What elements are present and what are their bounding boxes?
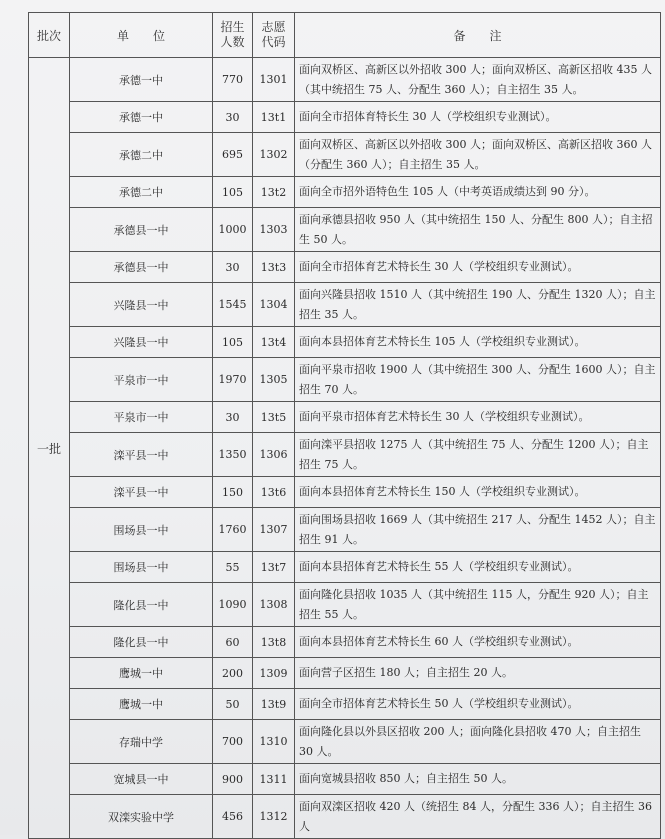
count-cell: 105 [213,177,253,208]
table-header [29,13,661,58]
header-count [213,13,253,58]
table-row [29,627,661,658]
code-cell: 1308 [253,583,295,627]
unit-cell: 宽城县一中 [70,764,213,795]
code-cell: 1309 [253,658,295,689]
unit-cell: 滦平县一中 [70,433,213,477]
admissions-table [28,12,661,839]
unit-cell: 承德县一中 [70,208,213,252]
count-cell: 1760 [213,508,253,552]
table-row [29,327,661,358]
count-cell: 200 [213,658,253,689]
code-cell: 1304 [253,283,295,327]
table-row [29,433,661,477]
note-cell: 面向本县招体育艺术特长生 150 人（学校组织专业测试）。 [295,477,661,508]
note-cell: 面向双桥区、高新区以外招收 300 人；面向双桥区、高新区招收 435 人（其中统招生 75 人、分配生 360 人）；自主招生 35 人。 [295,58,661,102]
unit-cell: 承德二中 [70,177,213,208]
code-cell: 13t3 [253,252,295,283]
code-cell: 13t8 [253,627,295,658]
unit-cell: 隆化县一中 [70,583,213,627]
note-cell: 面向全市招外语特色生 105 人（中考英语成绩达到 90 分）。 [295,177,661,208]
count-cell: 1000 [213,208,253,252]
code-cell: 1310 [253,720,295,764]
table-row [29,658,661,689]
table-row [29,283,661,327]
table-row [29,477,661,508]
code-cell: 1302 [253,133,295,177]
note-cell: 面向兴隆县招收 1510 人（其中统招生 190 人、分配生 1320 人）；自主招生 35 人。 [295,283,661,327]
note-cell: 面向营子区招生 180 人；自主招生 20 人。 [295,658,661,689]
count-cell: 770 [213,58,253,102]
unit-cell: 隆化县一中 [70,627,213,658]
count-cell: 30 [213,102,253,133]
count-cell: 1090 [213,583,253,627]
count-cell: 60 [213,627,253,658]
code-cell: 13t4 [253,327,295,358]
code-cell: 1301 [253,58,295,102]
note-cell: 面向平泉市招收 1900 人（其中统招生 300 人、分配生 1600 人）；自主招生 70 人。 [295,358,661,402]
header-code-line1: 志愿 [261,20,286,34]
code-cell: 1305 [253,358,295,402]
code-cell: 1311 [253,764,295,795]
unit-cell: 双滦实验中学 [70,795,213,839]
note-cell: 面向宽城县招收 850 人；自主招生 50 人。 [295,764,661,795]
note-cell: 面向全市招体育特长生 30 人（学校组织专业测试）。 [295,102,661,133]
header-note: 备 注 [295,13,661,58]
unit-cell: 承德县一中 [70,252,213,283]
count-cell: 105 [213,327,253,358]
table-row [29,583,661,627]
table-row [29,720,661,764]
table-row [29,252,661,283]
count-cell: 1545 [213,283,253,327]
count-cell: 50 [213,689,253,720]
code-cell: 13t7 [253,552,295,583]
header-code [253,13,295,58]
note-cell: 面向隆化县以外县区招收 200 人；面向隆化县招收 470 人；自主招生 30 人。 [295,720,661,764]
table-row [29,358,661,402]
code-cell: 1306 [253,433,295,477]
unit-cell: 滦平县一中 [70,477,213,508]
count-cell: 1350 [213,433,253,477]
note-cell: 面向滦平县招收 1275 人（其中统招生 75 人、分配生 1200 人）；自主招生 75 人。 [295,433,661,477]
note-cell: 面向隆化县招收 1035 人（其中统招生 115 人，分配生 920 人）；自主招生 55 人。 [295,583,661,627]
note-cell: 面向双滦区招收 420 人（统招生 84 人，分配生 336 人）；自主招生 36 人 [295,795,661,839]
table-row [29,689,661,720]
unit-cell: 存瑞中学 [70,720,213,764]
code-cell: 1307 [253,508,295,552]
header-code-line2: 代码 [261,35,286,49]
table-row [29,133,661,177]
count-cell: 695 [213,133,253,177]
note-cell: 面向本县招体育艺术特长生 60 人（学校组织专业测试）。 [295,627,661,658]
count-cell: 30 [213,402,253,433]
unit-cell: 围场县一中 [70,508,213,552]
note-cell: 面向平泉市招体育艺术特长生 30 人（学校组织专业测试）。 [295,402,661,433]
unit-cell: 兴隆县一中 [70,283,213,327]
table-row [29,795,661,839]
code-cell: 13t5 [253,402,295,433]
header-row [29,13,661,58]
table-row [29,102,661,133]
table-row [29,764,661,795]
table-row [29,402,661,433]
count-cell: 55 [213,552,253,583]
note-cell: 面向全市招体育艺术特长生 50 人（学校组织专业测试）。 [295,689,661,720]
code-cell: 13t6 [253,477,295,508]
code-cell: 13t9 [253,689,295,720]
table-row [29,208,661,252]
note-cell: 面向本县招体育艺术特长生 55 人（学校组织专业测试）。 [295,552,661,583]
unit-cell: 围场县一中 [70,552,213,583]
header-count-line1: 招生 [220,20,245,34]
note-cell: 面向全市招体育艺术特长生 30 人（学校组织专业测试）。 [295,252,661,283]
note-cell: 面向本县招体育艺术特长生 105 人（学校组织专业测试）。 [295,327,661,358]
note-cell: 面向承德县招收 950 人（其中统招生 150 人、分配生 800 人）；自主招生 50 人。 [295,208,661,252]
unit-cell: 平泉市一中 [70,358,213,402]
count-cell: 900 [213,764,253,795]
count-cell: 700 [213,720,253,764]
count-cell: 456 [213,795,253,839]
unit-cell: 承德一中 [70,102,213,133]
header-unit: 单 位 [70,13,213,58]
table-row [29,508,661,552]
unit-cell: 承德二中 [70,133,213,177]
count-cell: 1970 [213,358,253,402]
count-cell: 150 [213,477,253,508]
unit-cell: 平泉市一中 [70,402,213,433]
unit-cell: 鹰城一中 [70,689,213,720]
code-cell: 13t1 [253,102,295,133]
note-cell: 面向围场县招收 1669 人（其中统招生 217 人、分配生 1452 人）；自主招生 91 人。 [295,508,661,552]
unit-cell: 兴隆县一中 [70,327,213,358]
note-cell: 面向双桥区、高新区以外招收 300 人；面向双桥区、高新区招收 360 人（分配生 360 人）；自主招生 35 人。 [295,133,661,177]
batch-cell: 一批 [29,58,70,839]
code-cell: 1312 [253,795,295,839]
header-count-line2: 人数 [220,35,245,49]
table-row [29,177,661,208]
unit-cell: 承德一中 [70,58,213,102]
table-row [29,552,661,583]
table-row [29,58,661,102]
code-cell: 13t2 [253,177,295,208]
header-batch: 批次 [29,13,70,58]
unit-cell: 鹰城一中 [70,658,213,689]
code-cell: 1303 [253,208,295,252]
count-cell: 30 [213,252,253,283]
table-body [29,58,661,839]
